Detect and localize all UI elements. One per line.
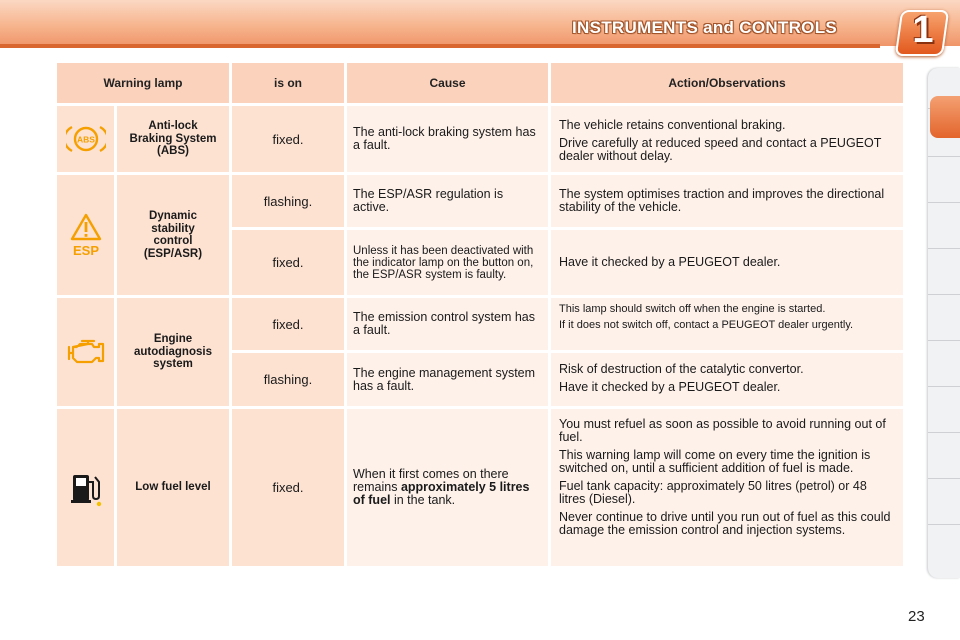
action-text xyxy=(551,353,903,406)
cause-text: Unless it has been deactivated with the indicator lamp on the button on, the ESP/ASR system is faulty. xyxy=(347,230,548,295)
cause-text xyxy=(347,409,548,566)
action-text xyxy=(551,298,903,350)
lamp-label: Low fuel level xyxy=(117,409,229,566)
action-line: Drive carefully at reduced speed and contact a PEUGEOT dealer without delay. xyxy=(559,136,882,163)
action-line: Have it checked by a PEUGEOT dealer. xyxy=(559,380,781,394)
action-line: This lamp should switch off when the engine is started. xyxy=(559,303,826,315)
lamp-label: Anti-lock Braking System (ABS) xyxy=(117,106,229,172)
header-cell-is-on: is on xyxy=(232,63,344,103)
page-title: INSTRUMENTS and CONTROLS xyxy=(572,18,838,37)
is-on-value: fixed. xyxy=(232,106,344,172)
lamp-icon-cell xyxy=(57,175,114,295)
action-line: The system optimises traction and improves the directional stability of the vehicle. xyxy=(559,187,885,214)
action-line: Risk of destruction of the catalytic convertor. xyxy=(559,362,804,376)
chapter-number: 1 xyxy=(912,9,934,51)
lamp-icon-cell xyxy=(57,298,114,406)
action-line: If it does not switch off, contact a PEUGEOT dealer urgently. xyxy=(559,319,854,331)
action-text xyxy=(551,409,903,566)
cause-text-part: in the tank. xyxy=(390,493,456,507)
header-divider xyxy=(0,44,880,48)
cause-text: The ESP/ASR regulation is active. xyxy=(347,175,548,227)
svg-text:ABS: ABS xyxy=(76,134,95,145)
cause-text: The emission control system has a fault. xyxy=(347,298,548,350)
esp-icon xyxy=(69,213,103,257)
is-on-value: flashing. xyxy=(232,353,344,406)
lamp-label: Dynamic stability control (ESP/ASR) xyxy=(117,175,229,295)
lamp-label: Engine autodiagnosis system xyxy=(117,298,229,406)
is-on-value: fixed. xyxy=(232,409,344,566)
action-text xyxy=(551,106,903,172)
fuel-pump-icon xyxy=(68,469,104,507)
chapter-tab-strip xyxy=(928,68,960,578)
abs-icon xyxy=(66,122,106,156)
action-line: Have it checked by a PEUGEOT dealer. xyxy=(559,255,781,269)
lamp-icon-cell xyxy=(57,409,114,566)
svg-text:ESP: ESP xyxy=(72,243,99,257)
page-number: 23 xyxy=(908,608,925,625)
is-on-value: fixed. xyxy=(232,298,344,350)
cause-text: The engine management system has a fault. xyxy=(347,353,548,406)
lamp-icon-cell xyxy=(57,106,114,172)
engine-icon xyxy=(66,337,106,367)
cause-text: The anti-lock braking system has a fault. xyxy=(347,106,548,172)
is-on-value: flashing. xyxy=(232,175,344,227)
header-cell-warning-lamp: Warning lamp xyxy=(57,63,229,103)
cause-text-part: When it first comes on there remains xyxy=(353,467,509,494)
action-line: This warning lamp will come on every time the ignition is switched on, until a sufficient addition of fuel is made. xyxy=(559,448,871,475)
action-text xyxy=(551,230,903,295)
header-cell-action: Action/Observations xyxy=(551,63,903,103)
header-cell-cause: Cause xyxy=(347,63,548,103)
chapter-tab-active[interactable] xyxy=(930,96,960,138)
action-line: Never continue to drive until you run out of fuel as this could damage the emission control and injection systems. xyxy=(559,510,891,537)
is-on-value: fixed. xyxy=(232,230,344,295)
action-text xyxy=(551,175,903,227)
action-line: You must refuel as soon as possible to avoid running out of fuel. xyxy=(559,417,886,444)
action-line: The vehicle retains conventional braking. xyxy=(559,118,786,132)
action-line: Fuel tank capacity: approximately 50 litres (petrol) or 48 litres (Diesel). xyxy=(559,479,867,506)
cause-text-emphasis: approximately 5 litres of fuel xyxy=(353,480,530,507)
